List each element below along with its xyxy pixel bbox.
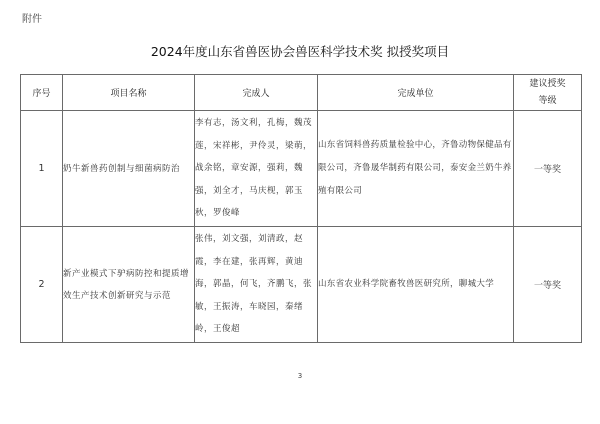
project-units: 山东省饲料兽药质量检验中心，齐鲁动物保健品有限公司，齐鲁晟华制药有限公司，泰安金兰奶牛养殖有限公司 <box>318 111 514 227</box>
row-number: 1 <box>21 111 63 227</box>
header-project: 项目名称 <box>63 75 195 111</box>
table-row <box>21 111 582 227</box>
table-header-row <box>21 75 582 111</box>
header-people: 完成人 <box>195 75 318 111</box>
award-level: 一等奖 <box>514 111 582 227</box>
project-name: 奶牛新兽药创制与细菌病防治 <box>63 111 195 227</box>
award-table <box>20 74 582 343</box>
project-people: 李有志，汤文利，孔梅，魏茂莲，宋祥彬，尹伶灵，梁萌，战余铭，章安源，强莉，魏强，刘全才，马庆枧，郭玉秋，罗俊峰 <box>195 111 318 227</box>
header-level <box>514 75 582 111</box>
row-number: 2 <box>21 227 63 343</box>
project-units: 山东省农业科学院畜牧兽医研究所，聊城大学 <box>318 227 514 343</box>
header-level-line2: 等级 <box>538 95 557 106</box>
document-title: 2024年度山东省兽医协会兽医科学技术奖 拟授奖项目 <box>150 44 450 59</box>
project-people: 张伟，刘文强，刘清政，赵霞，李在建，张再辉，黄迪海，郭晶，何飞，齐鹏飞，张敏，王振涛，车晓园，秦绪岭，王俊超 <box>195 227 318 343</box>
attachment-label: 附件 <box>22 14 42 25</box>
page-number: 3 <box>297 372 303 380</box>
header-level-line1: 建议授奖 <box>529 78 566 89</box>
award-level: 一等奖 <box>514 227 582 343</box>
header-no: 序号 <box>21 75 63 111</box>
header-units: 完成单位 <box>318 75 514 111</box>
table-row <box>21 227 582 343</box>
project-name: 新产业模式下驴病防控和提质增效生产技术创新研究与示范 <box>63 227 195 343</box>
